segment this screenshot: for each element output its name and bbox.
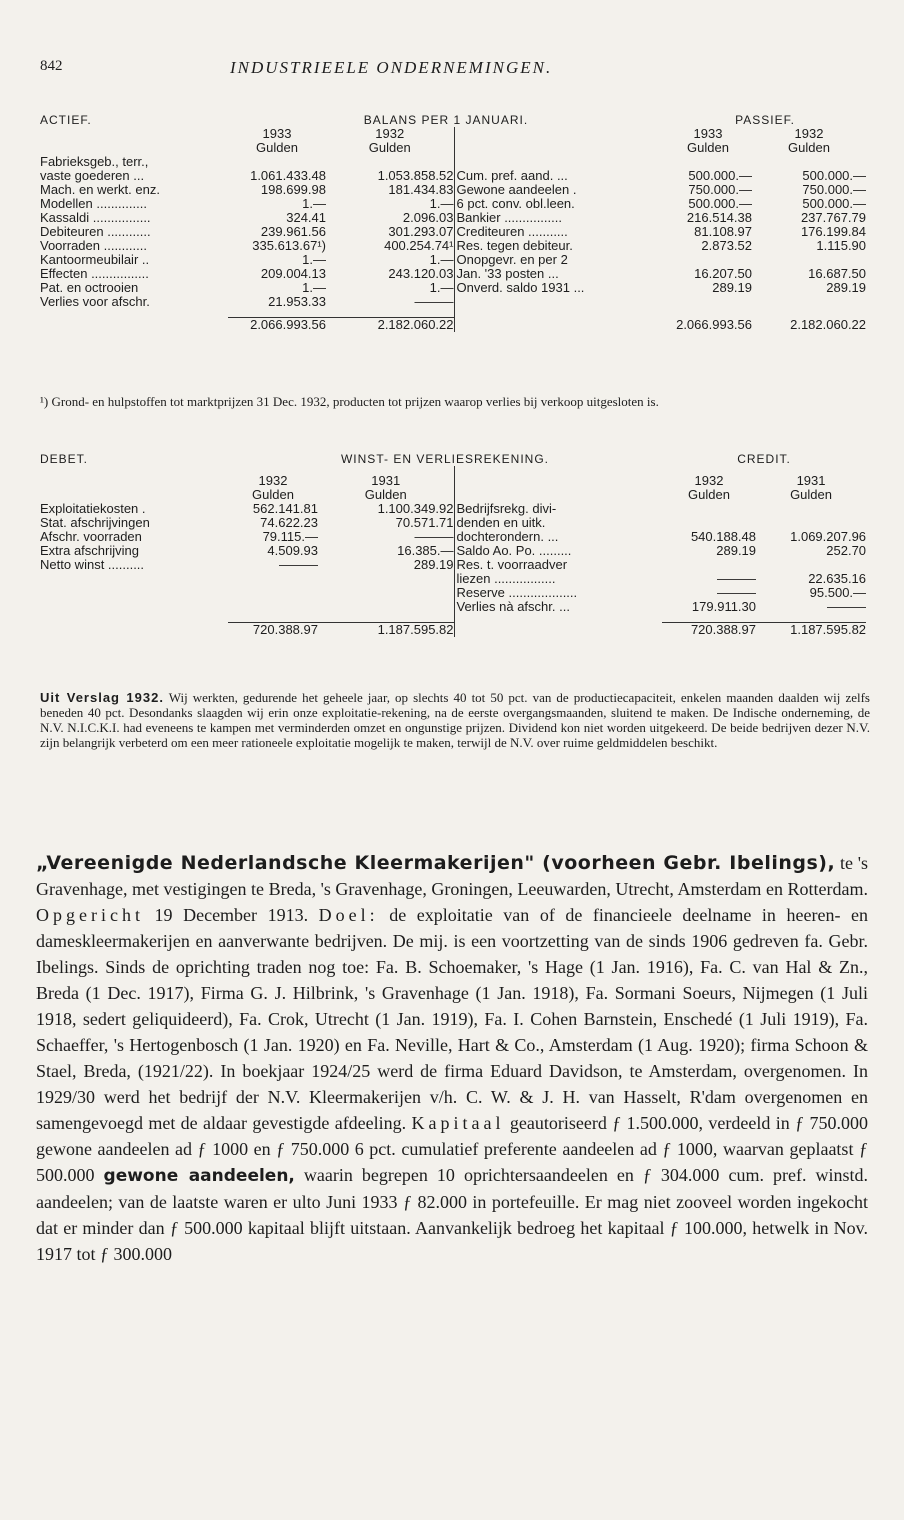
pl-year-row xyxy=(38,474,866,488)
liability-value-1932: 16.687.50 xyxy=(808,267,867,281)
credit-value-1931 xyxy=(756,516,866,530)
asset-year-1932: 1932 xyxy=(375,127,405,141)
liability-value-1933: 16.207.50 xyxy=(694,267,752,281)
debit-total-1931: 1.187.595.82 xyxy=(318,623,454,638)
pl-currency-row xyxy=(38,488,866,502)
balance-row xyxy=(38,169,866,183)
credit-value-1931: ——— xyxy=(827,600,867,614)
credit-value-1932 xyxy=(662,502,756,516)
liability-value-1932: 750.000.— xyxy=(802,183,867,197)
pl-row xyxy=(38,516,866,530)
asset-label: Verlies voor afschr. xyxy=(40,295,150,309)
asset-currency-1932: Gulden xyxy=(368,141,411,155)
credit-value-1931: 95.500.— xyxy=(809,586,867,600)
debit-currency-1931: Gulden xyxy=(364,488,407,502)
liability-value-1933 xyxy=(664,253,752,267)
credit-value-1932 xyxy=(662,558,756,572)
asset-label: Modellen .............. xyxy=(40,197,147,211)
asset-label: Voorraden ............ xyxy=(40,239,147,253)
asset-value-1932: 181.434.83 xyxy=(388,183,454,197)
liability-label: Gewone aandeelen . xyxy=(454,183,664,197)
debit-value-1931: 289.19 xyxy=(413,558,454,572)
debit-label: Netto winst .......... xyxy=(40,558,145,572)
asset-label: Effecten ................ xyxy=(40,267,149,281)
passief-label: PASSIEF. xyxy=(735,113,795,127)
liability-value-1932: 500.000.— xyxy=(802,197,867,211)
credit-value-1931 xyxy=(756,558,866,572)
debit-label xyxy=(38,600,228,614)
balance-row xyxy=(38,197,866,211)
pl-row xyxy=(38,572,866,586)
balance-row xyxy=(38,239,866,253)
balance-heading-row xyxy=(38,113,866,127)
debit-value-1931: 70.571.71 xyxy=(395,516,454,530)
debit-value-1932 xyxy=(228,600,318,614)
credit-year-1932: 1932 xyxy=(694,474,724,488)
pl-row xyxy=(38,586,866,600)
debit-value-1932 xyxy=(228,572,318,586)
credit-value-1932: 540.188.48 xyxy=(690,530,757,544)
entry-location: te 's Gravenhage, met vestigingen te Breda, 's Gravenhage, Groningen, Leeuwarden, Utrecht, Amsterdam en Rotterdam. xyxy=(36,853,868,899)
company-entry xyxy=(36,850,868,1267)
liability-value-1933: 500.000.— xyxy=(688,169,752,183)
liability-value-1933: 500.000.— xyxy=(688,197,752,211)
annual-report-excerpt xyxy=(40,690,870,750)
entry-purpose: de exploitatie van of de financieele deelname in heeren- en dameskleermakerijen en aanverwante bedrijven. De mij. is een voortzetting van de sinds 1906 gedreven fa. Gebr. Ibelings. Sinds de oprichting traden nog toe: Fa. B. Schoemaker, 's Hage (1 Jan. 1916), Fa. C. van Hal & Zn., Breda (1 Dec. 1917), Firma G. J. Hilbrink, 's Gravenhage (1 Jan. 1918), Fa. Sormani Soeurs, Nijmegen (1 Juli 1918, sedert geliquideerd), Fa. Crok, Utrecht (1 Jan. 1919), Fa. I. Cohen Barnstein, Enschedé (1 Juli 1919), Fa. Schaeffer, 's Hertogenbosch (1 Jan. 1920) en Fa. Neville, Hart & Co., Amsterdam (1 Aug. 1920); firma Schoon & Stael, Breda, (1921/22). In boekjaar 1924/25 werd de firma Eduard Davidson, te Amsterdam, overgenomen. In 1929/30 werd het bedrijf der N.V. Kleermakerijen v/h. C. W. & J. H. van Hasselt, R'dam overgenomen en samengevoegd met de aldaar gevestigde afdeeling. xyxy=(36,905,868,1133)
credit-value-1932: 289.19 xyxy=(716,544,757,558)
page-number: 842 xyxy=(40,58,63,74)
pl-title: WINST- EN VERLIESREKENING. xyxy=(340,452,550,466)
asset-value-1933: 1.— xyxy=(302,253,326,267)
debit-value-1931 xyxy=(318,600,454,614)
debit-value-1931 xyxy=(318,572,454,586)
pl-row xyxy=(38,558,866,572)
asset-value-1933: 1.061.433.48 xyxy=(250,169,326,183)
debit-value-1932: 4.509.93 xyxy=(267,544,318,558)
asset-value-1933 xyxy=(228,155,326,169)
liability-label: Onverd. saldo 1931 ... xyxy=(454,281,664,295)
liability-label: Crediteuren ........... xyxy=(454,225,664,239)
debit-value-1931: ——— xyxy=(414,530,454,544)
liability-value-1933: 750.000.— xyxy=(688,183,752,197)
credit-value-1932: ——— xyxy=(717,586,757,600)
debit-value-1931 xyxy=(318,586,454,600)
debit-value-1932: 562.141.81 xyxy=(252,502,318,516)
credit-label: Saldo Ao. Po. ......... xyxy=(454,544,662,558)
liability-value-1932 xyxy=(752,155,866,169)
credit-label: denden en uitk. xyxy=(454,516,662,530)
report-heading: Uit Verslag 1932. xyxy=(40,690,164,705)
debit-value-1932: 79.115.— xyxy=(262,530,318,544)
asset-value-1933: 1.— xyxy=(302,197,326,211)
liability-total-1932: 2.182.060.22 xyxy=(790,317,867,332)
credit-currency-1932: Gulden xyxy=(688,488,730,502)
balance-total-row xyxy=(38,318,866,333)
balance-row xyxy=(38,281,866,295)
debit-value-1931: 1.100.349.92 xyxy=(377,502,454,516)
entry-founded: 19 December 1913. xyxy=(143,905,319,925)
asset-label: Kassaldi ................ xyxy=(40,211,151,225)
balance-row xyxy=(38,211,866,225)
liability-total-1933: 2.066.993.56 xyxy=(676,317,752,332)
running-title: INDUSTRIEELE ONDERNEMINGEN. xyxy=(230,58,553,77)
liability-value-1932: 1.115.90 xyxy=(816,239,867,253)
debit-label xyxy=(38,572,228,586)
debit-total-1932: 720.388.97 xyxy=(228,623,318,638)
profit-loss-table xyxy=(38,452,866,637)
asset-currency-1933: Gulden xyxy=(256,141,298,155)
doel-label: Doel: xyxy=(318,905,379,925)
actief-label: ACTIEF. xyxy=(40,113,92,127)
balance-row xyxy=(38,253,866,267)
asset-value-1932: 2.096.03 xyxy=(402,211,454,225)
liability-year-1932: 1932 xyxy=(794,127,824,141)
asset-value-1933: 21.953.33 xyxy=(268,295,326,309)
pl-heading-row xyxy=(38,452,866,466)
balance-row xyxy=(38,183,866,197)
pl-row xyxy=(38,502,866,516)
balance-footnote: ¹) Grond- en hulpstoffen tot marktprijzen 31 Dec. 1932, producten tot prijzen waarop verlies bij verkoop uitgesloten is. xyxy=(40,394,659,409)
page-header xyxy=(0,58,904,88)
asset-total-1933: 2.066.993.56 xyxy=(228,318,326,333)
asset-value-1932: 1.— xyxy=(429,197,454,211)
asset-value-1933: 209.004.13 xyxy=(260,267,326,281)
liability-value-1932: 176.199.84 xyxy=(800,225,867,239)
asset-value-1932: ——— xyxy=(414,295,454,309)
asset-value-1933: 1.— xyxy=(302,281,326,295)
liability-value-1933: 289.19 xyxy=(712,281,752,295)
entry-capital: geautoriseerd ƒ 1.500.000, verdeeld in ƒ 750.000 gewone aandeelen ad ƒ 1000 en ƒ 750.000 6 pct. cumulatief preferente aandeelen ad ƒ 1000, waarvan geplaatst ƒ 500.000 xyxy=(36,1113,868,1185)
balance-row xyxy=(38,225,866,239)
debit-label: Afschr. voorraden xyxy=(40,530,142,544)
asset-value-1932: 1.— xyxy=(429,253,454,267)
liability-year-1933: 1933 xyxy=(693,127,723,141)
debet-label: DEBET. xyxy=(40,452,89,466)
credit-label: CREDIT. xyxy=(737,452,791,466)
credit-value-1932 xyxy=(662,516,756,530)
report-text: Wij werkten, gedurende het geheele jaar, op slechts 40 tot 50 pct. van de productiecapaciteit, enkelen maanden daalden wij zelfs beneden 40 pct. Desondanks slaagden wij erin onze exploitatie-rekening, na de eerste overgangsmaanden, sluitend te maken. De Indische onderneming, de N.V. N.I.C.K.I. had eveneens te kampen met verminderden omzet en ongunstige prijzen. Dividend kon niet worden uitgekeerd. De beide bedrijven dezer N.V. zijn belangrijk verbeterd om een meer rationeele exploitatie mogelijk te maken, terwijl de N.V. over ruime geldmiddelen beschikt. xyxy=(40,690,870,750)
asset-value-1932: 243.120.03 xyxy=(388,267,454,281)
debit-value-1932: 74.622.23 xyxy=(260,516,318,530)
asset-year-1933: 1933 xyxy=(262,127,292,141)
credit-label: liezen ................. xyxy=(454,572,662,586)
balance-row xyxy=(38,155,866,169)
asset-label: Pat. en octrooien xyxy=(40,281,139,295)
asset-value-1932: 1.053.858.52 xyxy=(377,169,454,183)
debit-year-1932: 1932 xyxy=(258,474,288,488)
liability-value-1932: 289.19 xyxy=(826,281,867,295)
debit-value-1932: ——— xyxy=(279,558,318,572)
liability-currency-1932: Gulden xyxy=(788,141,830,155)
debit-label: Exploitatiekosten . xyxy=(40,502,146,516)
liability-label: Bankier ................ xyxy=(454,211,664,225)
liability-value-1932: 237.767.79 xyxy=(800,211,867,225)
liability-value-1933 xyxy=(664,295,752,309)
balance-row xyxy=(38,295,866,309)
asset-value-1933: 239.961.56 xyxy=(260,225,326,239)
credit-label: Verlies nà afschr. ... xyxy=(454,600,662,614)
pl-row xyxy=(38,544,866,558)
liability-label: Res. tegen debiteur. xyxy=(454,239,664,253)
asset-total-1932: 2.182.060.22 xyxy=(326,318,454,333)
credit-label: Res. t. voorraadver xyxy=(454,558,662,572)
credit-total-1932: 720.388.97 xyxy=(662,623,756,638)
kapitaal-label: Kapitaal xyxy=(411,1113,505,1133)
asset-value-1933: 335.613.67¹) xyxy=(252,239,326,253)
credit-total-1931: 1.187.595.82 xyxy=(756,623,866,638)
entry-capital-cont: waarin begrepen 10 oprichtersaandeelen en ƒ 304.000 cum. pref. winstd. aandeelen; van de laatste waren er ulto Juni 1933 ƒ 82.000 in portefeuille. Er mag niet zooveel worden ingekocht dat er minder dan ƒ 500.000 kapitaal blijft uitstaan. Aanvankelijk bedroeg het kapitaal ƒ 100.000, hetwelk in Nov. 1917 tot ƒ 300.000 xyxy=(36,1165,868,1264)
debit-label: Extra afschrijving xyxy=(40,544,139,558)
debit-label xyxy=(38,586,228,600)
asset-label: Kantoormeubilair .. xyxy=(40,253,150,267)
debit-year-1931: 1931 xyxy=(371,474,401,488)
credit-year-1931: 1931 xyxy=(796,474,826,488)
liability-value-1933: 216.514.38 xyxy=(686,211,752,225)
credit-label: dochterondern. ... xyxy=(454,530,662,544)
balance-row xyxy=(38,267,866,281)
asset-label: Fabrieksgeb., terr., xyxy=(40,155,149,169)
liability-value-1932 xyxy=(752,295,866,309)
pl-row xyxy=(38,600,866,614)
opgericht-label: Opgericht xyxy=(36,905,144,925)
asset-label: vaste goederen ... xyxy=(40,169,145,183)
asset-value-1932: 1.— xyxy=(429,281,454,295)
credit-value-1931: 1.069.207.96 xyxy=(790,530,867,544)
credit-value-1932: ——— xyxy=(717,572,757,586)
liability-label xyxy=(454,155,664,169)
pl-total-row xyxy=(38,623,866,638)
balance-title: BALANS PER 1 JANUARI. xyxy=(363,113,529,127)
asset-value-1932: 400.254.74¹ xyxy=(384,239,454,253)
asset-value-1932 xyxy=(326,155,454,169)
credit-value-1931: 22.635.16 xyxy=(808,572,867,586)
debit-value-1931: 16.385.— xyxy=(397,544,454,558)
liability-value-1933 xyxy=(664,155,752,169)
asset-label: Debiteuren ............ xyxy=(40,225,151,239)
debit-label: Stat. afschrijvingen xyxy=(40,516,150,530)
asset-label: Mach. en werkt. enz. xyxy=(40,183,160,197)
balance-sheet-table xyxy=(38,113,866,332)
credit-value-1931: 252.70 xyxy=(826,544,867,558)
liability-label: Cum. pref. aand. ... xyxy=(454,169,664,183)
liability-label xyxy=(454,295,664,309)
credit-currency-1931: Gulden xyxy=(790,488,832,502)
asset-value-1933: 198.699.98 xyxy=(260,183,326,197)
company-name: „Vereenigde Nederlandsche Kleermakerijen" (voorheen Gebr. Ibelings), xyxy=(36,852,836,874)
liability-value-1932: 500.000.— xyxy=(802,169,867,183)
liability-label: Jan. '33 posten ... xyxy=(454,267,664,281)
liability-label: Onopgevr. en per 2 xyxy=(454,253,664,267)
debit-value-1932 xyxy=(228,586,318,600)
debit-currency-1932: Gulden xyxy=(252,488,294,502)
liability-currency-1933: Gulden xyxy=(687,141,729,155)
credit-label: Reserve ................... xyxy=(454,586,662,600)
asset-value-1932: 301.293.07 xyxy=(388,225,454,239)
gewone-aandeelen-label: gewone aandeelen, xyxy=(103,1166,295,1186)
liability-value-1933: 2.873.52 xyxy=(701,239,752,253)
balance-currency-row xyxy=(38,141,866,155)
liability-value-1932 xyxy=(752,253,866,267)
asset-value-1933: 324.41 xyxy=(286,211,326,225)
liability-label: 6 pct. conv. obl.leen. xyxy=(454,197,664,211)
credit-value-1932: 179.911.30 xyxy=(691,600,757,614)
credit-label: Bedrijfsrekg. divi- xyxy=(454,502,662,516)
pl-row xyxy=(38,530,866,544)
liability-value-1933: 81.108.97 xyxy=(694,225,752,239)
balance-year-row xyxy=(38,127,866,141)
credit-value-1931 xyxy=(756,502,866,516)
